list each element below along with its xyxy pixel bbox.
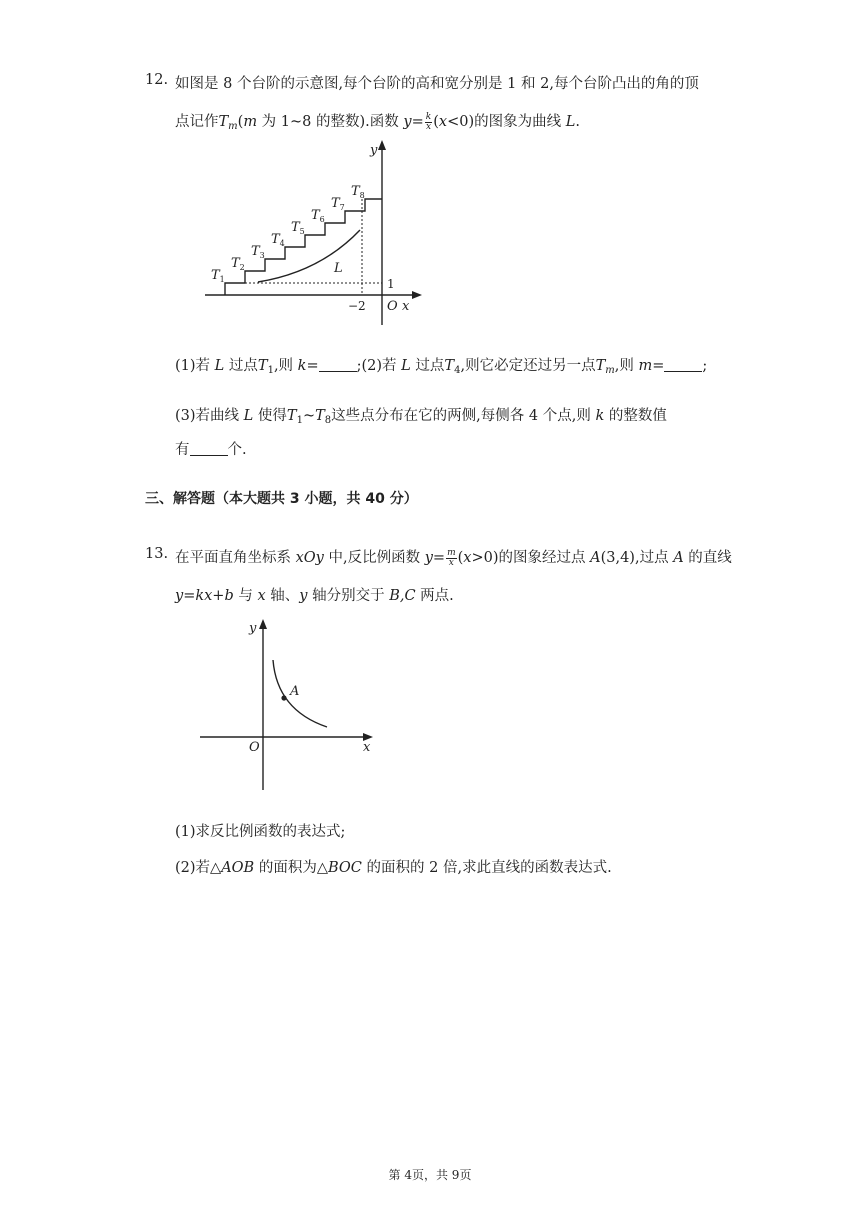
q12-number: 12. [145, 72, 169, 88]
q12-part3-cont: 有 个. [175, 442, 247, 458]
q13-line2: y=kx+b 与 x 轴、y 轴分别交于 B,C 两点. [175, 588, 454, 604]
fraction-m-over-x: $\frac{m}{x}$ [447, 547, 456, 568]
q13-part2: (2)若△AOB 的面积为△BOC 的面积的 2 倍,求此直线的函数表达式. [175, 860, 612, 876]
answer-blank-k[interactable] [319, 359, 357, 372]
q12-part1-2: (1)若 L 过点$T_1$,则 k= ;(2)若 L 过点$T_4$,则它必定还过另一点$T_m$,则 m= ; [175, 358, 708, 376]
x-axis-label: x [363, 740, 371, 755]
y-arrow [378, 140, 386, 150]
origin-label: O [387, 299, 398, 314]
q12-line1: 如图是 8 个台阶的示意图,每个台阶的高和宽分别是 1 和 2,每个台阶凸出的角的顶 [175, 76, 699, 92]
label-T6: $T_6$ [311, 208, 325, 224]
q13-number: 13. [145, 546, 169, 562]
answer-blank-m[interactable] [664, 359, 702, 372]
q12-line2: 点记作$T_m(m$ 为 1~8 的整数).函数 y= $\frac{k}{x}$ (x<0)的图象为曲线 L. [175, 111, 580, 132]
staircase-path [225, 199, 382, 295]
y-axis-label: y [370, 143, 378, 158]
answer-blank-count[interactable] [190, 443, 228, 456]
label-T2: $T_2$ [231, 256, 245, 272]
y-axis-label: y [249, 621, 257, 636]
q12-part3: (3)若曲线 L 使得$T_1\sim T_8$这些点分布在它的两侧,每侧各 4 个点,则 k 的整数值 [175, 408, 667, 426]
fraction-k-over-x: $\frac{k}{x}$ [425, 111, 432, 132]
curve-L-label: L [334, 261, 343, 276]
x-arrow [412, 291, 422, 299]
tick-neg2: −2 [348, 299, 366, 313]
x-axis-label: x [402, 299, 410, 314]
staircase-figure [200, 140, 430, 330]
label-T8: $T_8$ [351, 184, 365, 200]
point-A-label: A [290, 684, 300, 699]
origin-label: O [249, 740, 260, 755]
label-T5: $T_5$ [291, 220, 305, 236]
label-T1: $T_1$ [211, 268, 225, 284]
tick-1: 1 [387, 277, 395, 291]
q13-part1: (1)求反比例函数的表达式; [175, 824, 346, 840]
hyperbola-figure [195, 615, 385, 795]
q13-line1: 在平面直角坐标系 xOy 中,反比例函数 y= $\frac{m}{x}$ (x>0)的图象经过点 A(3,4),过点 A 的直线 [175, 547, 732, 568]
label-T4: $T_4$ [271, 232, 285, 248]
hyperbola-curve [273, 660, 327, 727]
point-A [281, 695, 286, 700]
page-footer: 第 4页，共 9页 [388, 1168, 472, 1182]
label-T7: $T_7$ [331, 196, 345, 212]
label-T3: $T_3$ [251, 244, 265, 260]
section-3-title: 三、解答题（本大题共 3 小题，共 40 分） [145, 491, 418, 507]
y-arrow [259, 619, 267, 629]
